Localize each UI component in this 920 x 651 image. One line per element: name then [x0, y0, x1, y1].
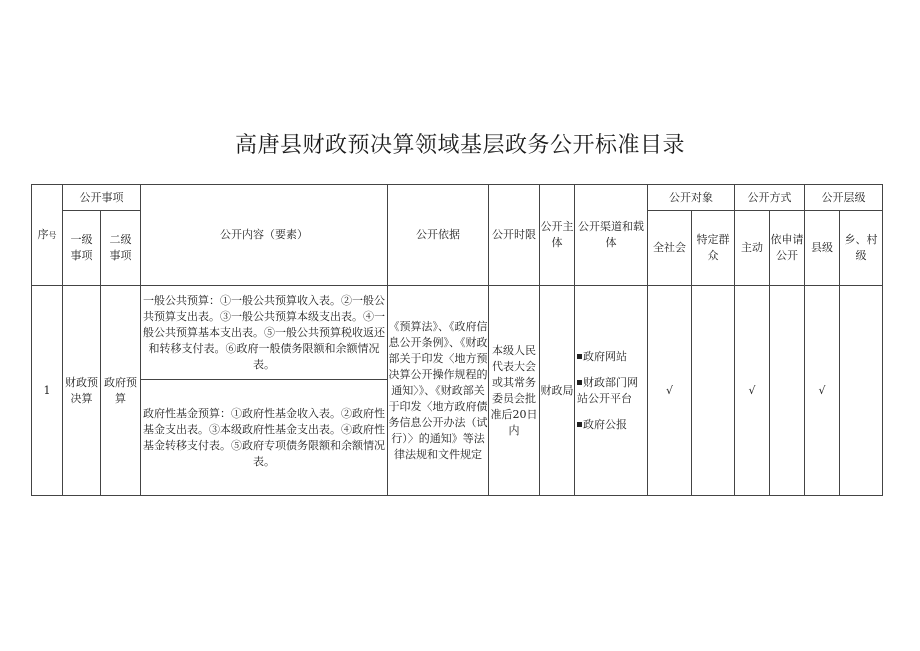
square-bullet-icon	[577, 422, 582, 427]
row-method-active: √	[735, 286, 770, 496]
table-row	[32, 286, 883, 380]
row-subject: 财政局	[540, 286, 575, 496]
header-seq: 序号	[32, 185, 63, 286]
row-seq: 1	[32, 286, 63, 496]
channel-label: 财政部门网站公开平台	[577, 375, 638, 405]
row-content-fund: 政府性基金预算：①政府性基金收入表。②政府性基金支出表。③本级政府性基金支出表。④政府性基金转移支付表。⑤政府专项债务限额和余额情况表。	[141, 380, 388, 496]
header-subject: 公开主体	[540, 185, 575, 286]
header-matter-group: 公开事项	[63, 185, 141, 211]
row-level2: 政府预算	[101, 286, 141, 496]
row-method-request	[770, 286, 805, 496]
channel-label: 政府公报	[583, 417, 627, 431]
row-channels	[575, 286, 648, 496]
header-method-group: 公开方式	[735, 185, 805, 211]
header-target-specific: 特定群众	[692, 211, 735, 286]
header-level-township: 乡、村级	[840, 211, 883, 286]
header-level-county: 县级	[805, 211, 840, 286]
row-basis: 《预算法》、《政府信息公开条例》、《财政部关于印发〈地方预决算公开操作规程的通知〉》、《财政部关于印发〈地方政府债务信息公开办法（试行）〉的通知》等法律法规和文件规定	[388, 286, 489, 496]
header-basis: 公开依据	[388, 185, 489, 286]
header-method-request: 依申请公开	[770, 211, 805, 286]
channel-item	[575, 417, 647, 433]
header-target-group: 公开对象	[648, 185, 735, 211]
header-channel: 公开渠道和载体	[575, 185, 648, 286]
header-row-1	[32, 185, 883, 211]
catalog-table	[31, 184, 883, 496]
channel-item	[575, 375, 647, 407]
channel-item	[575, 349, 647, 365]
square-bullet-icon	[577, 354, 582, 359]
header-level1: 一级 事项	[63, 211, 101, 286]
header-target-all: 全社会	[648, 211, 692, 286]
row-target-specific	[692, 286, 735, 496]
channel-label: 政府网站	[583, 349, 627, 363]
page-title: 高唐县财政预决算领域基层政务公开标准目录	[234, 133, 685, 158]
row-level1: 财政预决算	[63, 286, 101, 496]
header-level2: 二级 事项	[101, 211, 141, 286]
row-target-all: √	[648, 286, 692, 496]
header-level-group: 公开层级	[805, 185, 883, 211]
header-content: 公开内容（要素）	[141, 185, 388, 286]
row-level-county: √	[805, 286, 840, 496]
row-content-general: 一般公共预算：①一般公共预算收入表。②一般公共预算支出表。③一般公共预算本级支出表。④一般公共预算基本支出表。⑤一般公共预算税收返还和转移支付表。⑥政府一般债务限额和余额情况表。	[141, 286, 388, 380]
row-time-limit: 本级人民代表大会或其常务委员会批准后20日内	[489, 286, 540, 496]
header-method-active: 主动	[735, 211, 770, 286]
header-time-limit: 公开时限	[489, 185, 540, 286]
square-bullet-icon	[577, 380, 582, 385]
row-level-township	[840, 286, 883, 496]
